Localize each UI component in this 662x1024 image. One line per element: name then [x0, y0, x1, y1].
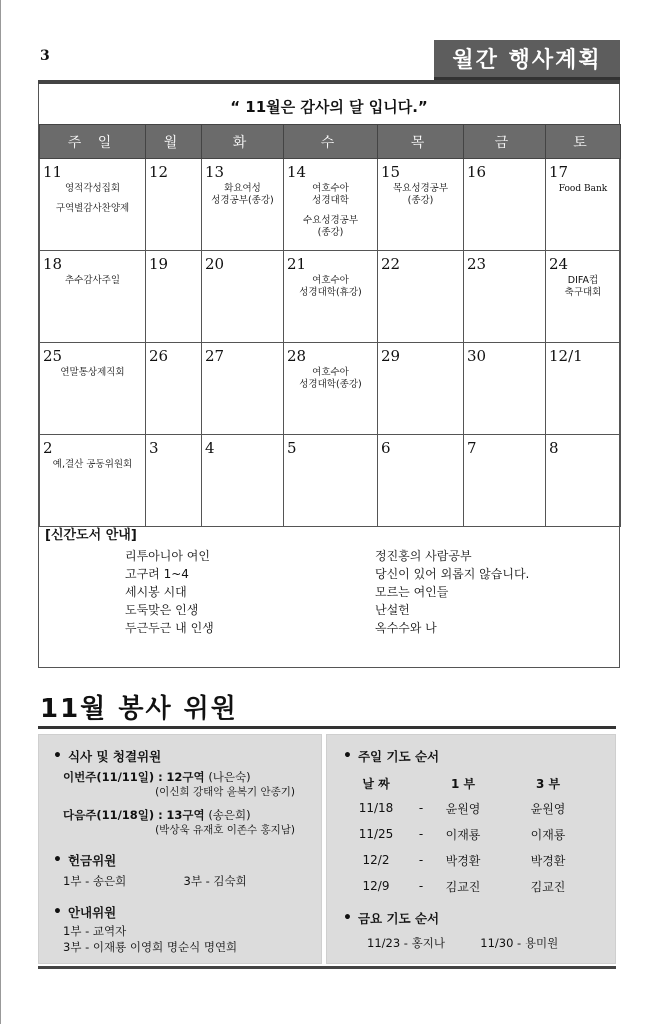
- weekday-header-row: [40, 125, 621, 159]
- calendar-day-cell: [202, 159, 284, 251]
- day-number: 19: [149, 255, 169, 273]
- meal-this-week-members: (이신희 강태악 윤복기 안종기): [155, 786, 295, 798]
- new-books-left-list: [45, 547, 375, 637]
- usher-line-1: 1부 - 교역자: [63, 924, 127, 938]
- calendar-day-cell: [464, 251, 546, 343]
- dash-separator: -: [418, 853, 424, 867]
- book-title: 난설헌: [375, 603, 410, 617]
- weekday-wed: 수: [284, 125, 378, 159]
- calendar-event: 영적각성집회: [64, 183, 121, 194]
- day-number: 18: [43, 255, 63, 273]
- calendar-event: 화요여성 성경공부(종강): [211, 183, 274, 206]
- sunday-prayer-row: [343, 821, 609, 847]
- calendar-event: Food Bank: [558, 184, 608, 194]
- day-number: 21: [287, 255, 307, 273]
- sunday-prayer-table: [343, 771, 609, 899]
- calendar-day-cell: [202, 251, 284, 343]
- usher-line-2: 3부 - 이재룡 이영희 명순식 명연희: [63, 940, 238, 954]
- dash-separator: -: [418, 879, 424, 893]
- bullet-icon: •: [343, 748, 352, 764]
- friday-prayer-label: 금요 기도 순서: [357, 911, 440, 926]
- calendar-event: 여호수아 성경대학(휴강): [299, 275, 362, 298]
- bullet-icon: •: [53, 748, 62, 764]
- new-books-title: [신간도서 안내]: [45, 528, 137, 543]
- friday-prayer-items: [343, 935, 609, 951]
- calendar-day-cell: [464, 343, 546, 435]
- meal-cleaning-heading: [53, 747, 315, 765]
- service-section-title: 11월 봉사 위원: [40, 694, 238, 724]
- day-number: 14: [287, 163, 307, 181]
- day-number: 27: [205, 347, 225, 365]
- prayer-date: 11/25: [358, 827, 394, 841]
- prayer-third-service: 이재룡: [530, 827, 566, 842]
- calendar-week-row: [40, 435, 621, 527]
- calendar-event: 추수감사주일: [64, 275, 121, 286]
- sunday-prayer-heading: [343, 747, 609, 765]
- sunday-prayer-row: [343, 795, 609, 821]
- day-number: 13: [205, 163, 225, 181]
- calendar-day-cell: [146, 435, 202, 527]
- dash-separator: -: [418, 827, 424, 841]
- day-number: 12/1: [549, 347, 583, 365]
- prayer-first-service: 이재룡: [445, 827, 481, 842]
- calendar-day-cell: [378, 435, 464, 527]
- dash-separator: -: [418, 801, 424, 815]
- book-title: 도둑맞은 인생: [125, 603, 199, 617]
- calendar-day-cell: [202, 343, 284, 435]
- calendar-day-cell: [40, 251, 146, 343]
- calendar-day-cell: [40, 159, 146, 251]
- book-title: 세시봉 시대: [125, 585, 187, 599]
- calendar-day-cell: [378, 159, 464, 251]
- calendar-table: [39, 124, 621, 527]
- calendar-event: 목요성경공부 (종강): [392, 183, 449, 206]
- col-date: 날 짜: [362, 776, 390, 791]
- sunday-prayer-label: 주일 기도 순서: [357, 749, 440, 764]
- service-divider: [38, 726, 616, 729]
- page-left-border: [0, 0, 1, 1024]
- calendar-day-cell: [202, 435, 284, 527]
- book-title: 당신이 있어 외롭지 않습니다.: [375, 567, 530, 581]
- header-title: 월간 행사계획: [434, 40, 620, 80]
- prayer-third-service: 윤원영: [530, 801, 566, 816]
- offering-members: [53, 873, 315, 889]
- calendar-day-cell: [146, 159, 202, 251]
- calendar-week-row: [40, 159, 621, 251]
- day-number: 28: [287, 347, 307, 365]
- day-number: 29: [381, 347, 401, 365]
- service-right-panel: [326, 734, 616, 964]
- friday-prayer-heading: [343, 909, 609, 927]
- calendar-day-cell: [378, 343, 464, 435]
- book-title: 정진홍의 사람공부: [375, 549, 472, 563]
- day-number: 7: [467, 439, 477, 457]
- calendar-week-row: [40, 251, 621, 343]
- offering-line-1: 1부 - 송은희: [63, 874, 127, 888]
- sunday-prayer-row: [343, 847, 609, 873]
- calendar-day-cell: [464, 435, 546, 527]
- calendar-day-cell: [146, 251, 202, 343]
- day-number: 15: [381, 163, 401, 181]
- prayer-date: 11/18: [358, 801, 394, 815]
- meal-this-week-label: 이번주(11/11일) :: [63, 770, 163, 784]
- service-left-panel: [38, 734, 322, 964]
- calendar-day-cell: [284, 251, 378, 343]
- book-title: 옥수수와 나: [375, 621, 437, 635]
- usher-label: 안내위원: [67, 905, 117, 920]
- weekday-tue: 화: [202, 125, 284, 159]
- day-number: 8: [549, 439, 559, 457]
- calendar-day-cell: [284, 159, 378, 251]
- meal-next-week: [53, 807, 315, 823]
- bullet-icon: •: [53, 852, 62, 868]
- offering-line-2: 3부 - 김숙희: [183, 874, 247, 888]
- day-number: 25: [43, 347, 63, 365]
- book-title: 두근두근 내 인생: [125, 621, 214, 635]
- day-number: 23: [467, 255, 487, 273]
- weekday-thu: 목: [378, 125, 464, 159]
- calendar-day-cell: [546, 159, 621, 251]
- new-books-right-list: [375, 547, 529, 637]
- calendar-section: [38, 84, 620, 668]
- calendar-day-cell: [546, 435, 621, 527]
- calendar-event: 연말통상제직회: [60, 367, 125, 378]
- calendar-day-cell: [464, 159, 546, 251]
- sunday-prayer-header-row: [343, 771, 609, 795]
- day-number: 22: [381, 255, 401, 273]
- day-number: 4: [205, 439, 215, 457]
- calendar-day-cell: [40, 435, 146, 527]
- prayer-first-service: 박경환: [445, 853, 481, 868]
- col-first-service: 1 부: [450, 776, 476, 791]
- bullet-icon: •: [53, 904, 62, 920]
- prayer-third-service: 김교진: [530, 879, 566, 894]
- calendar-day-cell: [284, 435, 378, 527]
- book-title: 리투아니아 여인: [125, 549, 210, 563]
- calendar-day-cell: [40, 343, 146, 435]
- calendar-event: 예,결산 공동위원회: [52, 459, 133, 470]
- meal-this-week: [53, 769, 315, 785]
- day-number: 16: [467, 163, 487, 181]
- weekday-sat: 토: [546, 125, 621, 159]
- day-number: 30: [467, 347, 487, 365]
- book-title: 모르는 여인들: [375, 585, 449, 599]
- meal-next-week-group: 13구역: [166, 808, 205, 822]
- meal-next-week-leader: (송은희): [208, 808, 251, 822]
- book-title: 고구려 1~4: [125, 567, 189, 581]
- offering-heading: [53, 851, 315, 869]
- new-books: [39, 516, 619, 645]
- meal-this-week-leader: (나은숙): [208, 770, 251, 784]
- calendar-event: 여호수아 성경대학: [312, 183, 349, 206]
- prayer-first-service: 윤원영: [445, 801, 481, 816]
- prayer-date: 12/9: [362, 879, 390, 893]
- friday-prayer-item: 11/23 - 홍지나: [367, 936, 445, 950]
- calendar-day-cell: [284, 343, 378, 435]
- day-number: 24: [549, 255, 569, 273]
- calendar-event: 구역별감사찬양제: [55, 203, 130, 214]
- calendar-event: DIFA컵 축구대회: [564, 275, 602, 298]
- day-number: 3: [149, 439, 159, 457]
- usher-heading: [53, 903, 315, 921]
- bullet-icon: •: [343, 910, 352, 926]
- day-number: 20: [205, 255, 225, 273]
- friday-prayer-item: 11/30 - 용미원: [480, 936, 559, 950]
- meal-this-week-group: 12구역: [166, 770, 205, 784]
- prayer-first-service: 김교진: [445, 879, 481, 894]
- prayer-date: 12/2: [362, 853, 390, 867]
- day-number: 5: [287, 439, 297, 457]
- sunday-prayer-row: [343, 873, 609, 899]
- offering-label: 헌금위원: [67, 853, 117, 868]
- day-number: 12: [149, 163, 169, 181]
- page-number: 3: [40, 48, 50, 64]
- meal-cleaning-label: 식사 및 청결위원: [67, 749, 162, 764]
- day-number: 11: [43, 163, 63, 181]
- day-number: 6: [381, 439, 391, 457]
- day-number: 26: [149, 347, 169, 365]
- meal-next-week-members: (박상욱 유재호 이존수 홍지남): [155, 824, 295, 836]
- calendar-event: 여호수아 성경대학(종강): [299, 367, 362, 390]
- calendar-day-cell: [546, 343, 621, 435]
- calendar-week-row: [40, 343, 621, 435]
- calendar-event: 수요성경공부 (종강): [302, 215, 359, 238]
- meal-next-week-label: 다음주(11/18일) :: [63, 808, 163, 822]
- calendar-day-cell: [146, 343, 202, 435]
- col-third-service: 3 부: [535, 776, 561, 791]
- weekday-fri: 금: [464, 125, 546, 159]
- footer-divider: [38, 966, 616, 969]
- calendar-day-cell: [546, 251, 621, 343]
- month-theme: “ 11월은 감사의 달 입니다.”: [230, 98, 428, 116]
- day-number: 17: [549, 163, 569, 181]
- prayer-third-service: 박경환: [530, 853, 566, 868]
- calendar-day-cell: [378, 251, 464, 343]
- day-number: 2: [43, 439, 53, 457]
- weekday-sun: 주 일: [40, 125, 146, 159]
- weekday-mon: 월: [146, 125, 202, 159]
